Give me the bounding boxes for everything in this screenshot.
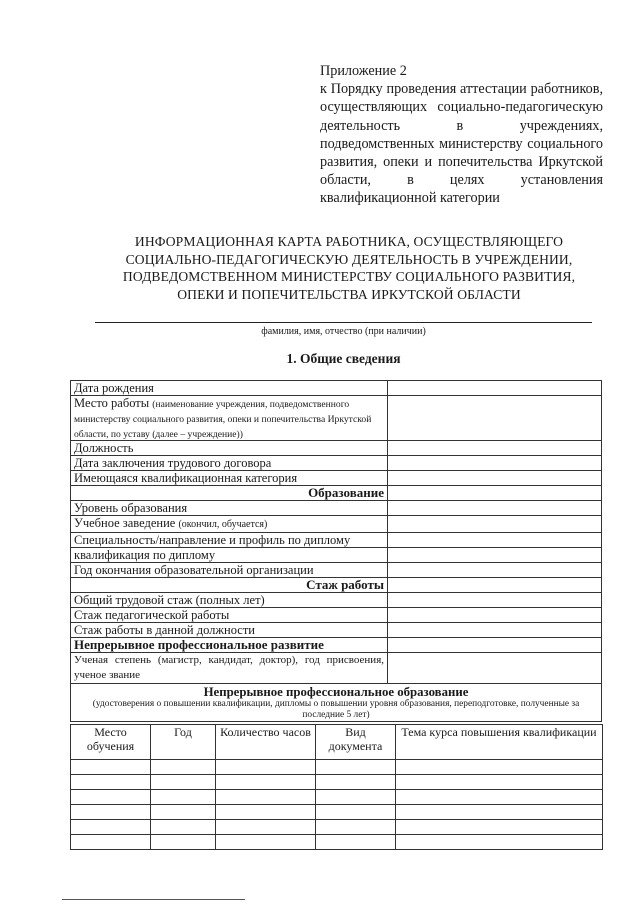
edu-specialty-value[interactable] — [388, 533, 602, 548]
cell[interactable] — [71, 805, 151, 820]
cell[interactable] — [151, 790, 216, 805]
category-label: Имеющаяся квалификационная категория — [71, 471, 388, 486]
edu-qualification-value[interactable] — [388, 548, 602, 563]
table-row — [71, 608, 602, 623]
cell[interactable] — [216, 790, 316, 805]
appendix-note — [320, 62, 603, 208]
education-section-header: Образование — [71, 486, 388, 501]
table-row — [71, 456, 602, 471]
cpe-title: Непрерывное профессиональное образование — [203, 685, 469, 700]
cell[interactable] — [216, 820, 316, 835]
contract-date-label: Дата заключения трудового договора — [71, 456, 388, 471]
exp-position-value[interactable] — [388, 623, 602, 638]
development-section-header: Непрерывное профессиональное развитие — [71, 638, 388, 653]
table-row — [71, 820, 603, 835]
cell[interactable] — [316, 790, 396, 805]
title-line: ПОДВЕДОМСТВЕННОМ МИНИСТЕРСТВУ СОЦИАЛЬНОГО РАЗВИТИЯ, — [122, 269, 576, 285]
cell[interactable] — [216, 805, 316, 820]
education-header-empty — [388, 486, 602, 501]
table-row — [71, 548, 602, 563]
table-row — [71, 684, 602, 722]
cell[interactable] — [216, 760, 316, 775]
position-value[interactable] — [388, 441, 602, 456]
cell[interactable] — [396, 775, 603, 790]
section-title: 1. Общие сведения — [286, 351, 401, 366]
table-row — [71, 775, 603, 790]
col-hours-header: Количество часов — [216, 725, 316, 760]
table-row — [71, 653, 602, 684]
exp-total-label: Общий трудовой стаж (полных лет) — [71, 593, 388, 608]
cell[interactable] — [151, 820, 216, 835]
cell[interactable] — [396, 760, 603, 775]
cpe-section-header — [71, 684, 602, 722]
table-row — [71, 790, 603, 805]
cell[interactable] — [151, 835, 216, 850]
table-row — [71, 638, 602, 653]
exp-pedagogical-label: Стаж педагогической работы — [71, 608, 388, 623]
development-header-empty — [388, 638, 602, 653]
training-table — [70, 724, 603, 850]
birth-date-value[interactable] — [388, 381, 602, 396]
cell[interactable] — [71, 775, 151, 790]
category-value[interactable] — [388, 471, 602, 486]
table-row — [71, 471, 602, 486]
cell[interactable] — [396, 805, 603, 820]
cell[interactable] — [396, 790, 603, 805]
col-doc-header: Вид документа — [316, 725, 396, 760]
workplace-main-label: Место работы — [74, 396, 150, 410]
edu-institution-label — [71, 516, 388, 533]
table-row — [71, 501, 602, 516]
full-name-field[interactable] — [95, 322, 592, 323]
cell[interactable] — [71, 835, 151, 850]
cell[interactable] — [71, 820, 151, 835]
edu-specialty-label: Специальность/направление и профиль по диплому — [71, 533, 388, 548]
table-row — [71, 396, 602, 441]
birth-date-label: Дата рождения — [71, 381, 388, 396]
degree-value[interactable] — [388, 653, 602, 684]
experience-section-header: Стаж работы — [71, 578, 388, 593]
table-row — [71, 381, 602, 396]
edu-year-value[interactable] — [388, 563, 602, 578]
cell[interactable] — [151, 760, 216, 775]
table-row — [71, 533, 602, 548]
exp-pedagogical-value[interactable] — [388, 608, 602, 623]
workplace-label — [71, 396, 388, 441]
col-year-header: Год — [151, 725, 216, 760]
training-header-row — [71, 725, 603, 760]
col-place-header: Место обучения — [71, 725, 151, 760]
edu-institution-value[interactable] — [388, 516, 602, 533]
edu-level-label: Уровень образования — [71, 501, 388, 516]
table-row — [71, 578, 602, 593]
cell[interactable] — [151, 775, 216, 790]
document-title — [95, 233, 603, 303]
edu-institution-note: (окончил, обучается) — [178, 519, 268, 531]
table-row — [71, 563, 602, 578]
footnote-divider — [62, 899, 245, 900]
col-topic-header: Тема курса повышения квалификации — [396, 725, 603, 760]
workplace-note: (наименование учреждения, подведомственного министерству социального развития, опеки и попечительства Иркутской области, по уставу (далее – учреждение)) — [74, 399, 372, 440]
degree-label: Ученая степень (магистр, кандидат, доктор), год присвоения, ученое звание — [71, 653, 388, 684]
position-label: Должность — [71, 441, 388, 456]
general-info-table — [70, 380, 602, 722]
cell[interactable] — [216, 835, 316, 850]
edu-level-value[interactable] — [388, 501, 602, 516]
edu-institution-main: Учебное заведение — [74, 516, 176, 531]
cell[interactable] — [316, 760, 396, 775]
table-row — [71, 805, 603, 820]
table-row — [71, 760, 603, 775]
contract-date-value[interactable] — [388, 456, 602, 471]
full-name-caption: фамилия, имя, отчество (при наличии) — [261, 326, 426, 337]
cpe-note: (удостоверения о повышении квалификации, дипломы о повышении уровня образования, переподготовке, полученные за последние 5 лет) — [92, 699, 580, 721]
cell[interactable] — [316, 775, 396, 790]
exp-position-label: Стаж работы в данной должности — [71, 623, 388, 638]
cell[interactable] — [396, 835, 603, 850]
table-row — [71, 516, 602, 533]
workplace-value[interactable] — [388, 396, 602, 441]
table-row — [71, 623, 602, 638]
cell[interactable] — [316, 820, 396, 835]
cell[interactable] — [71, 790, 151, 805]
table-row — [71, 835, 603, 850]
cell[interactable] — [216, 775, 316, 790]
cell[interactable] — [316, 805, 396, 820]
table-row — [71, 441, 602, 456]
exp-total-value[interactable] — [388, 593, 602, 608]
appendix-heading: Приложение 2 — [320, 63, 407, 79]
cell[interactable] — [71, 760, 151, 775]
title-line: СОЦИАЛЬНО-ПЕДАГОГИЧЕСКУЮ ДЕЯТЕЛЬНОСТЬ В УЧРЕЖДЕНИИ, — [125, 251, 573, 267]
table-row — [71, 593, 602, 608]
appendix-text: к Порядку проведения аттестации работников, осуществляющих социально-педагогическую деятельность в учреждениях, подведомственных министерству социального развития, опеки и попечительства Иркутской области, в целях установления квалификационной категории — [320, 81, 603, 207]
cell[interactable] — [151, 805, 216, 820]
title-line: ОПЕКИ И ПОПЕЧИТЕЛЬСТВА ИРКУТСКОЙ ОБЛАСТИ — [177, 286, 521, 302]
title-line: ИНФОРМАЦИОННАЯ КАРТА РАБОТНИКА, ОСУЩЕСТВЛЯЮЩЕГО — [134, 234, 564, 249]
experience-header-empty — [388, 578, 602, 593]
edu-qualification-label: квалификация по диплому — [71, 548, 388, 563]
cell[interactable] — [316, 835, 396, 850]
table-row — [71, 486, 602, 501]
cell[interactable] — [396, 820, 603, 835]
edu-year-label: Год окончания образовательной организации — [71, 563, 388, 578]
